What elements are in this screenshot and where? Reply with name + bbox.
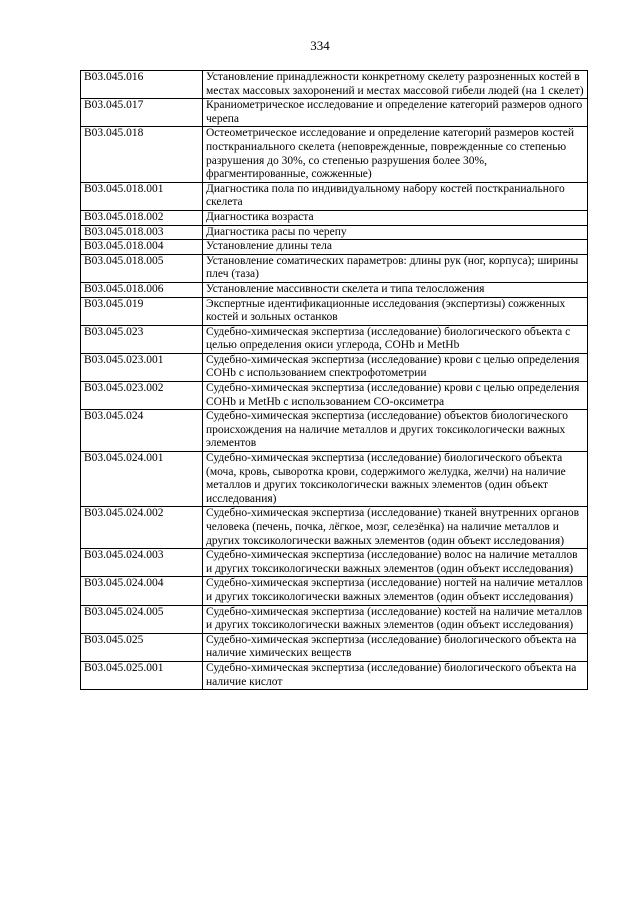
service-code: B03.045.018.006 (81, 282, 203, 297)
service-code: B03.045.023 (81, 325, 203, 353)
service-code: B03.045.024.005 (81, 605, 203, 633)
service-code: B03.045.024.002 (81, 507, 203, 549)
service-description: Судебно-химическая экспертиза (исследование) тканей внутренних органов человека (печень, почка, лёгкое, мозг, селезёнка) на наличие металлов и других токсикологически важных элементов (один объект исследования) (203, 507, 588, 549)
table-row (81, 127, 588, 182)
table-row (81, 661, 588, 689)
table-row (81, 452, 588, 507)
service-description: Судебно-химическая экспертиза (исследование) биологического объекта на наличие химических веществ (203, 633, 588, 661)
service-description: Установление массивности скелета и типа телосложения (203, 282, 588, 297)
service-description: Краниометрическое исследование и определение категорий размеров одного черепа (203, 99, 588, 127)
service-description: Судебно-химическая экспертиза (исследование) биологического объекта (моча, кровь, сыворотка крови, содержимого желудка, желчи) на наличие металлов и других токсикологически важных элементов (один объект исследования) (203, 452, 588, 507)
service-description: Судебно-химическая экспертиза (исследование) биологического объекта на наличие кислот (203, 661, 588, 689)
service-description: Установление принадлежности конкретному скелету разрозненных костей в местах массовых захоронений и местах массовой гибели людей (на 1 скелет) (203, 71, 588, 99)
service-description: Судебно-химическая экспертиза (исследование) ногтей на наличие металлов и других токсикологически важных элементов (один объект исследования) (203, 577, 588, 605)
service-description: Судебно-химическая экспертиза (исследование) волос на наличие металлов и других токсикологически важных элементов (один объект исследования) (203, 549, 588, 577)
table-row (81, 410, 588, 452)
service-description: Судебно-химическая экспертиза (исследование) костей на наличие металлов и других токсикологически важных элементов (один объект исследования) (203, 605, 588, 633)
table-row (81, 507, 588, 549)
service-code: B03.045.025.001 (81, 661, 203, 689)
table-row (81, 577, 588, 605)
service-code: B03.045.018.003 (81, 225, 203, 240)
service-code: B03.045.018.001 (81, 182, 203, 210)
table-row (81, 297, 588, 325)
service-code: B03.045.018.002 (81, 210, 203, 225)
service-description: Диагностика расы по черепу (203, 225, 588, 240)
table-row (81, 182, 588, 210)
service-description: Установление соматических параметров: длины рук (ног, корпуса); ширины плеч (таза) (203, 254, 588, 282)
table-row (81, 71, 588, 99)
service-code: B03.045.023.002 (81, 382, 203, 410)
table-row (81, 633, 588, 661)
table-body (81, 71, 588, 690)
service-description: Остеометрическое исследование и определение категорий размеров костей посткраниального скелета (неповрежденные, поврежденные со степенью разрушения до 30%, со степенью разрушения более 30%, фрагментированные, сожженные) (203, 127, 588, 182)
service-description: Экспертные идентификационные исследования (экспертизы) сожженных костей и зольных останков (203, 297, 588, 325)
service-description: Судебно-химическая экспертиза (исследование) крови с целью определения COHb и MetHb с использованием CO-оксиметра (203, 382, 588, 410)
service-description: Установление длины тела (203, 240, 588, 255)
service-code: B03.045.018.004 (81, 240, 203, 255)
service-description: Диагностика пола по индивидуальному набору костей посткраниального скелета (203, 182, 588, 210)
service-code: B03.045.019 (81, 297, 203, 325)
service-code: B03.045.024.001 (81, 452, 203, 507)
service-code: B03.045.024.003 (81, 549, 203, 577)
table-row (81, 325, 588, 353)
table-row (81, 99, 588, 127)
service-code: B03.045.023.001 (81, 353, 203, 381)
table-row (81, 605, 588, 633)
service-code: B03.045.016 (81, 71, 203, 99)
service-code: B03.045.018 (81, 127, 203, 182)
table-row (81, 240, 588, 255)
table-row (81, 382, 588, 410)
page-number: 334 (310, 38, 330, 53)
table-row (81, 210, 588, 225)
service-description: Судебно-химическая экспертиза (исследование) объектов биологического происхождения на наличие металлов и других токсикологически важных элементов (203, 410, 588, 452)
service-description: Диагностика возраста (203, 210, 588, 225)
service-code: B03.045.024 (81, 410, 203, 452)
service-code: B03.045.017 (81, 99, 203, 127)
service-description: Судебно-химическая экспертиза (исследование) биологического объекта с целью определения окиси углерода, COHb и MetHb (203, 325, 588, 353)
services-table (80, 70, 588, 690)
service-description: Судебно-химическая экспертиза (исследование) крови с целью определения COHb с использованием спектрофотометрии (203, 353, 588, 381)
table-row (81, 353, 588, 381)
table-row (81, 282, 588, 297)
table-row (81, 549, 588, 577)
service-code: B03.045.024.004 (81, 577, 203, 605)
service-code: B03.045.018.005 (81, 254, 203, 282)
table-row (81, 225, 588, 240)
table-row (81, 254, 588, 282)
service-code: B03.045.025 (81, 633, 203, 661)
